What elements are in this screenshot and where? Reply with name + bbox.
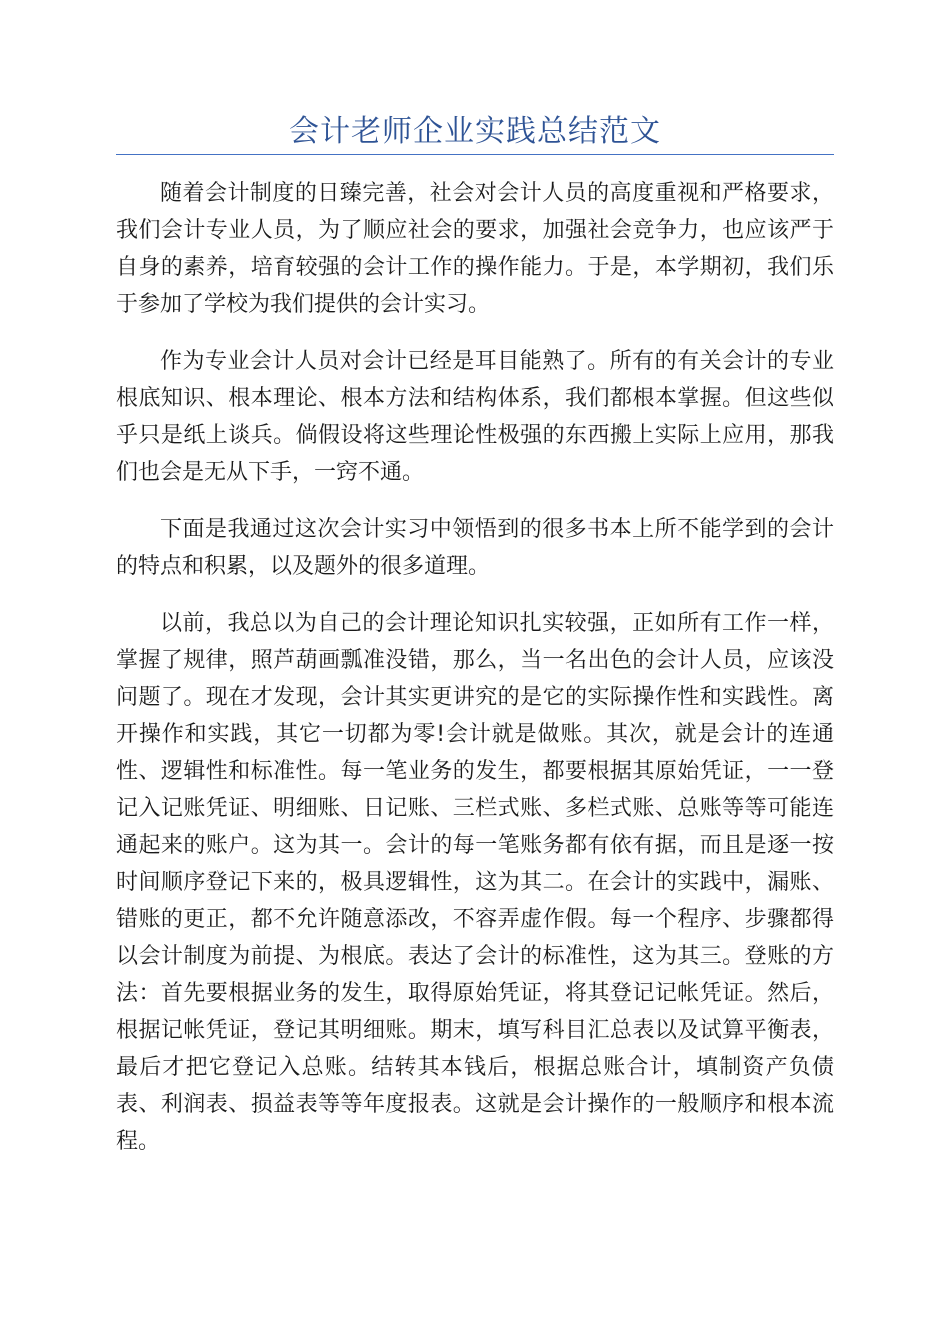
paragraph-1: 随着会计制度的日臻完善，社会对会计人员的高度重视和严格要求，我们会计专业人员，为了顺应社会的要求，加强社会竞争力，也应该严于自身的素养，培育较强的会计工作的操作能力。于是，本学期初，我们乐于参加了学校为我们提供的会计实习。 [116, 181, 834, 317]
paragraph-4: 以前，我总以为自己的会计理论知识扎实较强，正如所有工作一样，掌握了规律，照芦葫画瓢准没错，那么，当一名出色的会计人员，应该没问题了。现在才发现，会计其实更讲究的是它的实际操作性和实践性。离开操作和实践，其它一切都为零!会计就是做账。其次，就是会计的连通性、逻辑性和标准性。每一笔业务的发生，都要根据其原始凭证，一一登记入记账凭证、明细账、日记账、三栏式账、多栏式账、总账等等可能连通起来的账户。这为其一。会计的每一笔账务都有依有据，而且是逐一按时间顺序登记下来的，极具逻辑性，这为其二。在会计的实践中，漏账、错账的更正，都不允许随意添改，不容弄虚作假。每一个程序、步骤都得以会计制度为前提、为根底。表达了会计的标准性，这为其三。登账的方法：首先要根据业务的发生，取得原始凭证，将其登记记帐凭证。然后，根据记帐凭证，登记其明细账。期末，填写科目汇总表以及试算平衡表，最后才把它登记入总账。结转其本钱后，根据总账合计，填制资产负债表、利润表、损益表等等年度报表。这就是会计操作的一般顺序和根本流程。 [116, 611, 834, 1154]
document-title: 会计老师企业实践总结范文 [289, 114, 661, 149]
title-underline [116, 154, 834, 155]
paragraph-3: 下面是我通过这次会计实习中领悟到的很多书本上所不能学到的会计的特点和积累，以及题外的很多道理。 [116, 517, 834, 579]
paragraph-2: 作为专业会计人员对会计已经是耳目能熟了。所有的有关会计的专业根底知识、根本理论、根本方法和结构体系，我们都根本掌握。但这些似乎只是纸上谈兵。倘假设将这些理论性极强的东西搬上实际上应用，那我们也会是无从下手，一窍不通。 [116, 349, 834, 485]
document-body [116, 175, 834, 1180]
